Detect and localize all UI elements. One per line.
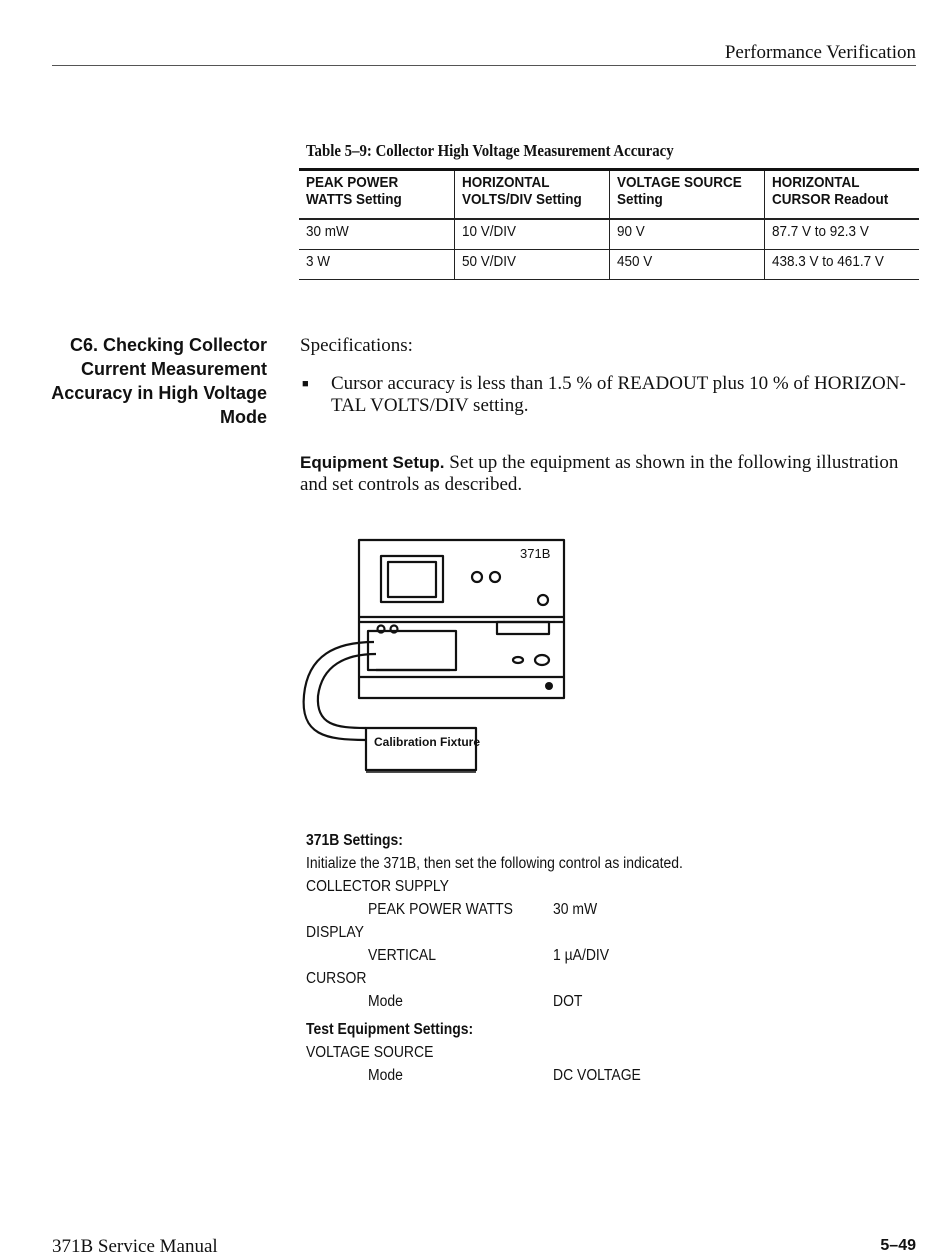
settings-block bbox=[306, 829, 866, 1087]
setup-illustration bbox=[296, 530, 576, 785]
table-cell: 10 V/DIV bbox=[454, 219, 609, 250]
table-row bbox=[299, 219, 919, 250]
settings-title: 371B Settings: bbox=[306, 832, 403, 849]
table-row bbox=[299, 250, 919, 280]
table-cell: 30 mW bbox=[306, 223, 349, 240]
running-header: Performance Verification bbox=[724, 42, 916, 63]
setup-diagram bbox=[296, 530, 576, 780]
equipment-setup-paragraph bbox=[300, 452, 920, 496]
setup-lead: Equipment Setup. bbox=[300, 453, 445, 472]
settings-group: CURSOR bbox=[306, 970, 367, 987]
header-rule bbox=[52, 65, 916, 66]
instrument-label: 371B bbox=[520, 546, 551, 561]
power-indicator-icon bbox=[545, 682, 553, 690]
table-header-row bbox=[299, 170, 919, 220]
table-caption: Table 5–9: Collector High Voltage Measurement Accuracy bbox=[306, 141, 674, 160]
settings-group: COLLECTOR SUPPLY bbox=[306, 878, 449, 895]
column-header: VOLTAGE SOURCE Setting bbox=[609, 170, 764, 220]
accuracy-table bbox=[299, 168, 919, 280]
settings-group: VOLTAGE SOURCE bbox=[306, 1044, 434, 1061]
settings-item: Mode DC VOLTAGE bbox=[368, 1067, 641, 1084]
fixture-label: Calibration Fixture bbox=[374, 735, 481, 749]
table-cell: 87.7 V to 92.3 V bbox=[764, 219, 919, 250]
table-cell: 90 V bbox=[609, 219, 764, 250]
specifications-label: Specifications: bbox=[300, 335, 413, 356]
settings-intro: Initialize the 371B, then set the following control as indicated. bbox=[306, 855, 683, 872]
section-heading: C6. Checking Collector Current Measurement Accuracy in High Voltage Mode bbox=[51, 335, 267, 427]
test-equipment-title: Test Equipment Settings: bbox=[306, 1021, 474, 1038]
column-header: HORIZONTAL VOLTS/DIV Setting bbox=[454, 170, 609, 220]
square-bullet-icon: ■ bbox=[302, 378, 309, 390]
column-header: PEAK POWER WATTS Setting bbox=[306, 174, 402, 208]
settings-group: DISPLAY bbox=[306, 924, 364, 941]
settings-item: PEAK POWER WATTS 30 mW bbox=[368, 901, 598, 918]
settings-item: VERTICAL 1 µA/DIV bbox=[368, 947, 610, 964]
table-cell: 3 W bbox=[306, 253, 331, 270]
specification-bullet: Cursor accuracy is less than 1.5 % of READOUT plus 10 % of HORIZONTAL VOLTS/DIV setting. bbox=[331, 373, 906, 416]
footer-manual-title: 371B Service Manual bbox=[52, 1236, 218, 1257]
settings-item: Mode DOT bbox=[368, 993, 583, 1010]
column-header: HORIZONTAL CURSOR Readout bbox=[764, 170, 919, 220]
setup-text: Set up the equipment as shown in the following illustration and set controls as described. bbox=[300, 452, 899, 495]
instrument-body bbox=[359, 540, 564, 698]
table-cell: 50 V/DIV bbox=[454, 250, 609, 280]
table-cell: 450 V bbox=[609, 250, 764, 280]
page-number: 5–49 bbox=[880, 1237, 916, 1254]
table-cell: 438.3 V to 461.7 V bbox=[764, 250, 919, 280]
